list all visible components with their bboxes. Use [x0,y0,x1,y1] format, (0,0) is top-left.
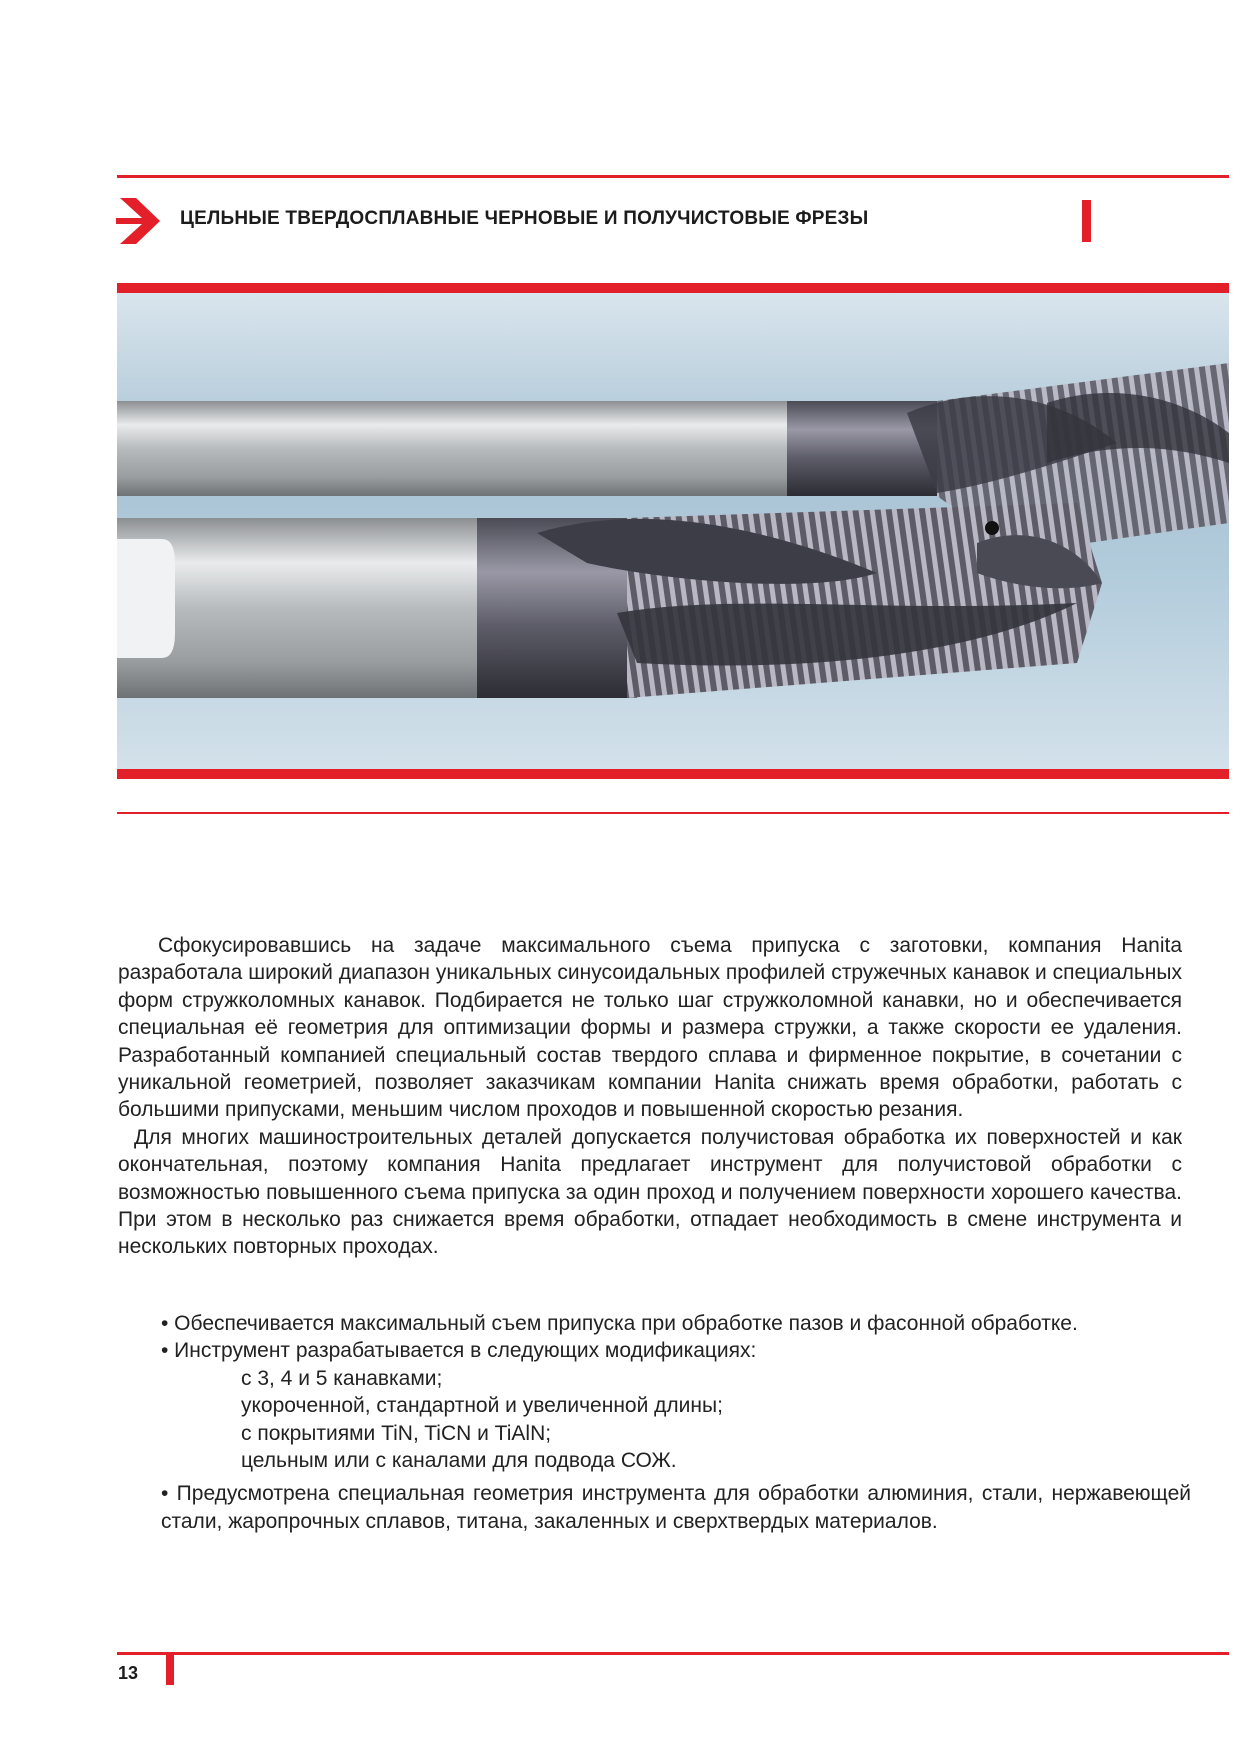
footer-rule [117,1652,1229,1655]
photo-bottom-bar [117,769,1229,779]
paragraph-2: Для многих машиностроительных деталей допускается получистовая обработка их поверхностей и как окончательная, поэтому компания Hanita предлагает инструмент для получистовой обработки с возможностью повышенного съема припуска за один проход и получением поверхности хорошего качества. При этом в несколько раз снижается время обработки, отпадает необходимость в смене инструмента и нескольких повторных проходах. [118,1125,1182,1259]
page-number-marker [166,1655,174,1685]
feature-bullet-3: • Предусмотрена специальная геометрия инструмента для обработки алюминия, стали, нержавеющей стали, жаропрочных сплавов, титана, закаленных и сверхтвердых материалов. [161,1482,1191,1533]
body-text [118,932,1182,1261]
feature-list [161,1310,1201,1535]
arrow-right-icon [116,198,164,244]
header-top-rule [117,175,1229,178]
feature-bullet-1: • Обеспечивается максимальный съем припуска при обработке пазов и фасонной обработке. [161,1312,1078,1335]
product-photo-end-mills [117,293,1229,769]
feature-sub-item: с 3, 4 и 5 канавками; [241,1366,443,1390]
section-divider-rule [117,812,1229,814]
photo-top-bar [117,283,1229,293]
feature-sub-item: с покрытиями TiN, TiCN и TiAlN; [241,1421,552,1445]
page-number: 13 [118,1663,139,1683]
title-marker [1082,200,1091,242]
feature-sub-item: цельным или с каналами для подвода СОЖ. [241,1449,677,1473]
feature-sub-item: укороченной, стандартной и увеличенной длины; [241,1394,723,1418]
end-mills-illustration [117,293,1229,769]
paragraph-1: Сфокусировавшись на задаче максимального съема припуска с заготовки, компания Hanita разработала широкий диапазон уникальных синусоидальных профилей стружечных канавок и специальных форм стружколомных канавок. Подбирается не только шаг стружколомной канавки, но и обеспечивается специальная её геометрия для оптимизации формы и размера стружки, а также скорости ее удаления. Разработанный компанией специальный состав твердого сплава и фирменное покрытие, в сочетании с уникальной геометрией, позволяет заказчикам компании Hanita снижать время обработки, работать с большими припусками, меньшим числом проходов и повышенной скоростью резания. [118,934,1182,1122]
page-title: ЦЕЛЬНЫЕ ТВЕРДОСПЛАВНЫЕ ЧЕРНОВЫЕ И ПОЛУЧИСТОВЫЕ ФРЕЗЫ [180,208,869,229]
feature-bullet-2: • Инструмент разрабатывается в следующих модификациях: [161,1339,757,1363]
